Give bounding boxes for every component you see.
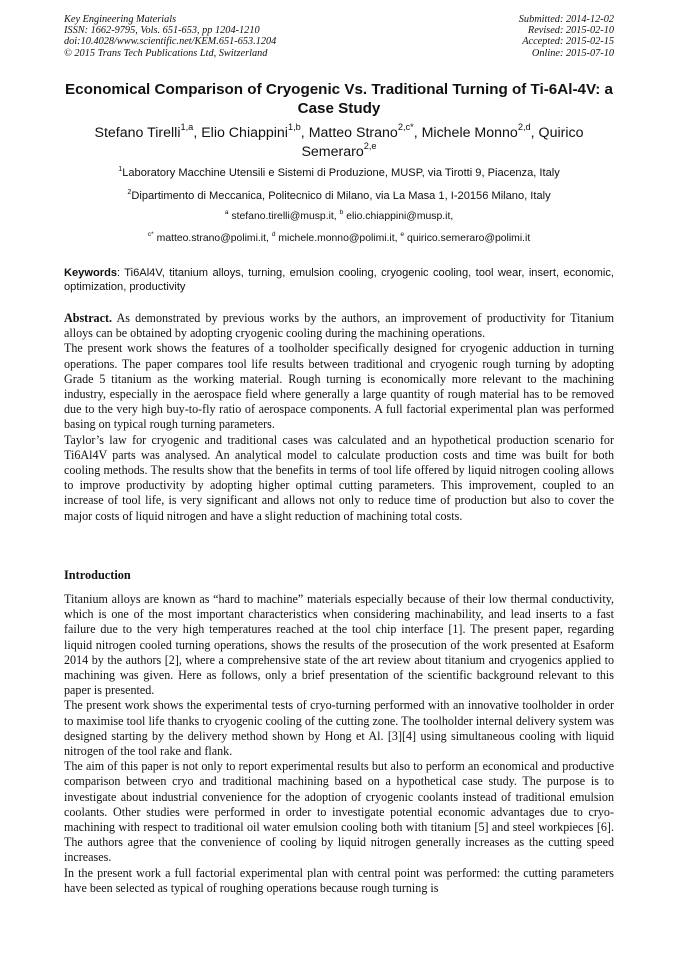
email-link[interactable]: michele.monno@polimi.it, <box>275 233 401 244</box>
email-link[interactable]: matteo.strano@polimi.it, <box>153 233 272 244</box>
doi: doi:10.4028/www.scientific.net/KEM.651-653.1204 <box>64 36 277 48</box>
copyright: © 2015 Trans Tech Publications Ltd, Switzerland <box>64 47 268 59</box>
author-affiliation-mark: 2,c* <box>397 122 414 133</box>
author-affiliation-mark: 1,b <box>287 122 301 133</box>
author-affiliation-mark: 1,a <box>180 122 194 133</box>
affiliation-1: $^1$Laboratory Macchine Utensili e Sistemi di Produzione, MUSP, via Tirotti 9, Piacenza, Italy <box>118 163 560 179</box>
revised-date: Revised: 2015-02-10 <box>527 25 614 37</box>
intro-paragraph: The aim of this paper is not only to report experimental results but also to perform an economical and productive comparison between cryo and traditional machining based on a hypothetical case study. The purpose is to investigate about industrial convenience for the adoption of cryogenic coolants instead of traditional emulsion coolants. Other studies were performed in order to investigate potential economic advantages due to cryo-machining with respect to traditional oil water emulsion cooling both with titanium [5] and steel workpieces [6]. The authors agree that the convenience of cooling by liquid nitrogen generally increases as the cutting speed increases. <box>64 759 614 865</box>
email-link[interactable]: elio.chiappini@musp.it, <box>343 211 454 222</box>
author-affiliation-mark: 2,d <box>517 122 531 133</box>
journal-info <box>64 14 276 59</box>
section-heading-introduction: Introduction <box>64 568 131 582</box>
author-name: Quirico Semeraro <box>301 125 584 160</box>
online-date: Online: 2015-07-10 <box>531 47 614 59</box>
introduction-body <box>64 592 614 896</box>
email-line-2: $^{c*}$ matteo.strano@polimi.it, $^d$ michele.monno@polimi.it, $^e$ quirico.semeraro@polimi.it <box>147 230 531 244</box>
author-name: Stefano Tirelli <box>94 125 181 141</box>
paper-title: Economical Comparison of Cryogenic Vs. Traditional Turning of Ti-6Al-4V: a Case Study <box>65 81 613 117</box>
submitted-date: Submitted: 2014-12-02 <box>518 14 614 25</box>
keywords-text: : Ti6Al4V, titanium alloys, turning, emulsion cooling, cryogenic cooling, tool wear, insert, economic, optimization, productivity <box>64 267 614 294</box>
abstract <box>64 311 614 524</box>
author-name: Michele Monno <box>421 125 518 141</box>
accepted-date: Accepted: 2015-02-15 <box>522 36 614 48</box>
author-affiliation-mark: 2,e <box>363 141 377 152</box>
abstract-paragraph: The present work shows the features of a toolholder specifically designed for cryogenic adduction in turning operations. The paper compares tool life results between traditional and cryogenic rough turning by adopting Grade 5 titanium as the working material. Rough turning is economically more relevant to the machining industry, especially in the aerospace field where generally a large quantity of rough material has to be removed due to the very high buy-to-fly ratio of aerospace components. A full factorial experimental plan was performed basing on typical rough turning parameters. <box>64 341 614 432</box>
author-list: Stefano Tirelli$^{1,a}$, Elio Chiappini$^{1,b}$, Matteo Strano$^{2,c*}$, Michele Monno$^{2,d}$, Quirico Semeraro$^{2,e}$ <box>94 122 584 160</box>
abstract-label: Abstract. <box>64 311 113 325</box>
issn: ISSN: 1662-9795, Vols. 651-653, pp 1204-1210 <box>64 25 260 37</box>
email-link[interactable]: quirico.semeraro@polimi.it <box>404 233 531 244</box>
affiliation-2: $^2$Dipartimento di Meccanica, Politecnico di Milano, via La Masa 1, I-20156 Milano, Italy <box>127 186 551 202</box>
keywords <box>64 266 614 295</box>
intro-paragraph: The present work shows the experimental tests of cryo-turning performed with an innovative toolholder in order to maximise tool life thanks to cryogenic cooling of the cutting zone. The toolholder internal delivery system was designed starting by the delivery method shown by Hong et Al. [3][4] using simultaneous cooling with liquid nitrogen of the tool rake and flank. <box>64 698 614 759</box>
author-name: Elio Chiappini <box>201 125 288 141</box>
abstract-paragraph: Abstract. As demonstrated by previous works by the authors, an improvement of productivity for Titanium alloys can be obtained by adopting cryogenic cooling during the machining operations. <box>64 311 614 341</box>
keywords-label: Keywords <box>64 267 118 279</box>
email-link[interactable]: stefano.tirelli@musp.it, <box>228 211 340 222</box>
email-line-1: $^a$ stefano.tirelli@musp.it, $^b$ elio.chiappini@musp.it, <box>224 208 454 222</box>
intro-paragraph: In the present work a full factorial experimental plan with central point was performed: the cutting parameters have been selected as typical of roughing operations because rough turning is <box>64 865 614 895</box>
dates-info <box>519 14 614 59</box>
journal-name: Key Engineering Materials <box>64 14 177 25</box>
intro-paragraph: Titanium alloys are known as “hard to machine” materials especially because of their low thermal conductivity, which is one of the most important characteristics when considering machinability, and lead inserts to a fast failure due to the very high temperatures reached at the tool chip interface [1]. The present paper, regarding liquid nitrogen cooled turning operations, shows the results of the prosecution of the work presented at Esaform 2014 by the authors [2], where a comprehensive state of the art review about titanium and cryogenics applied to machining was given. Here as follows, only a brief presentation of the scientific background relevant to this paper is presented. <box>64 592 614 698</box>
author-name: Matteo Strano <box>308 125 398 141</box>
abstract-paragraph: Taylor’s law for cryogenic and traditional cases was calculated and an hypothetical production scenario for Ti6Al4V parts was analysed. An analytical model to calculate production costs and time was built for both cooling methods. The results show that the benefits in terms of tool life offered by liquid nitrogen cooling allows to improve productivity by adopting higher optimal cutting parameters. This improvement, coupled to an increase of tool life, is very significant and allows not only to reduce time of production but also to cover the major costs of liquid nitrogen and have a slight reduction of machining total costs. <box>64 432 614 523</box>
